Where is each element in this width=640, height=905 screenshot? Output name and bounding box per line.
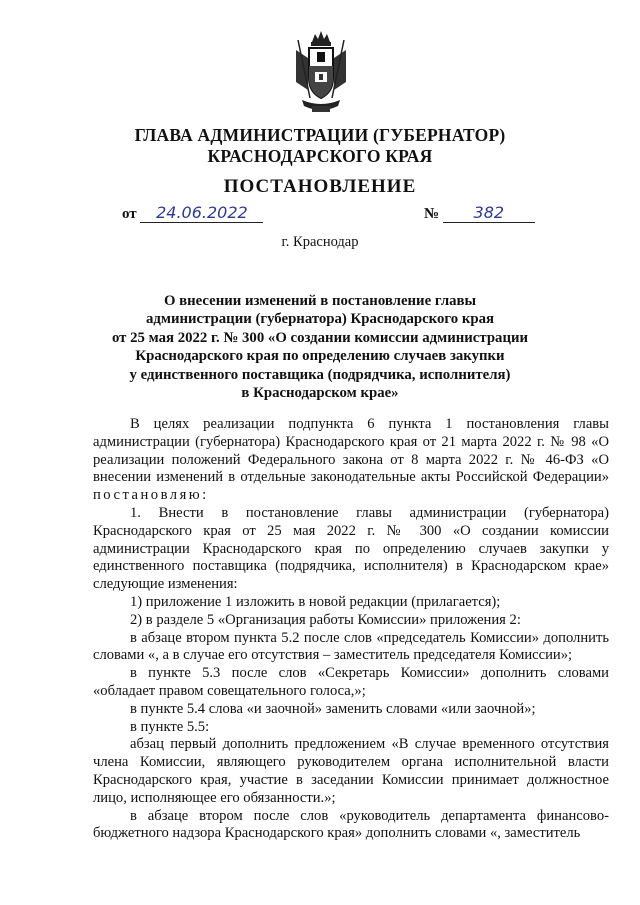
- body-paragraph: 1. Внести в постановление главы администрации (губернатора) Краснодарского края от 25 мая 2022 г. № 300 «О создании комиссии администрации Краснодарского края по определению случаев закупки у единственного поставщика (подрядчика, исполнителя) в Краснодарском крае» следующие изменения:: [93, 504, 609, 593]
- body-paragraph: в пункте 5.3 после слов «Секретарь Комиссии» дополнить словами «обладает правом совещательного голоса,»;: [93, 665, 609, 699]
- body-paragraph: в пункте 5.5:: [130, 718, 210, 735]
- number-value: 382: [443, 203, 535, 223]
- document-date: [122, 203, 263, 223]
- body-paragraph: [93, 416, 609, 505]
- document-type: ПОСТАНОВЛЕНИЕ: [223, 176, 417, 197]
- title-line: администрации (губернатора) Краснодарского края: [145, 311, 494, 328]
- authority-title-line2: КРАСНОДАРСКОГО КРАЯ: [207, 146, 433, 166]
- number-prefix: №: [424, 206, 440, 222]
- date-prefix: от: [122, 206, 137, 222]
- title-line: у единственного поставщика (подрядчика, исполнителя): [129, 366, 511, 383]
- issue-place: г. Краснодар: [281, 234, 359, 250]
- body-paragraph: 1) приложение 1 изложить в новой редакции (прилагается);: [130, 593, 501, 610]
- document-title: [95, 292, 545, 402]
- title-line: О внесении изменений в постановление главы: [163, 293, 477, 309]
- body-paragraph: абзац первый дополнить предложением «В случае временного отсутствия члена Комиссии, являющего руководителем органа исполнительной власти Краснодарского края, участие в заседании Комиссии принимает должностное лицо, исполняющее его обязанности.»;: [93, 736, 609, 806]
- body-paragraph: 2) в разделе 5 «Организация работы Комиссии» приложения 2:: [130, 611, 521, 628]
- authority-title-line1: ГЛАВА АДМИНИСТРАЦИИ (ГУБЕРНАТОР): [134, 125, 506, 145]
- date-value: 24.06.2022: [140, 203, 263, 223]
- title-line: от 25 мая 2022 г. № 300 «О создании комиссии администрации: [111, 329, 529, 346]
- body-paragraph: в абзаце втором после слов «руководитель департамента финансово-бюджетного надзора Краснодарского края» дополнить словами «, заместитель: [93, 807, 609, 842]
- document-number: [424, 203, 535, 223]
- title-line: в Краснодарском крае»: [241, 385, 399, 402]
- document-body: [93, 416, 609, 843]
- body-paragraph: в пункте 5.4 слова «и заочной» заменить словами «или заочной»;: [130, 700, 536, 717]
- resolution-word: постановляю:: [93, 487, 209, 504]
- paragraph-text: В целях реализации подпункта 6 пункта 1 постановления главы администрации (губернатора) Краснодарского края от 21 марта 2022 г. № 98 «О реализации положений Федерального закона от 8 марта 2022 г. № 46-ФЗ «О внесении изменений в отдельные законодательные акты Российской Федерации»: [93, 416, 609, 486]
- title-line: Краснодарского края по определению случаев закупки: [135, 348, 505, 365]
- coat-of-arms-icon: [288, 28, 354, 116]
- body-paragraph: в абзаце втором пункта 5.2 после слов «председатель Комиссии» дополнить словами «, а в случае его отсутствия – заместитель председателя Комиссии»;: [93, 629, 609, 664]
